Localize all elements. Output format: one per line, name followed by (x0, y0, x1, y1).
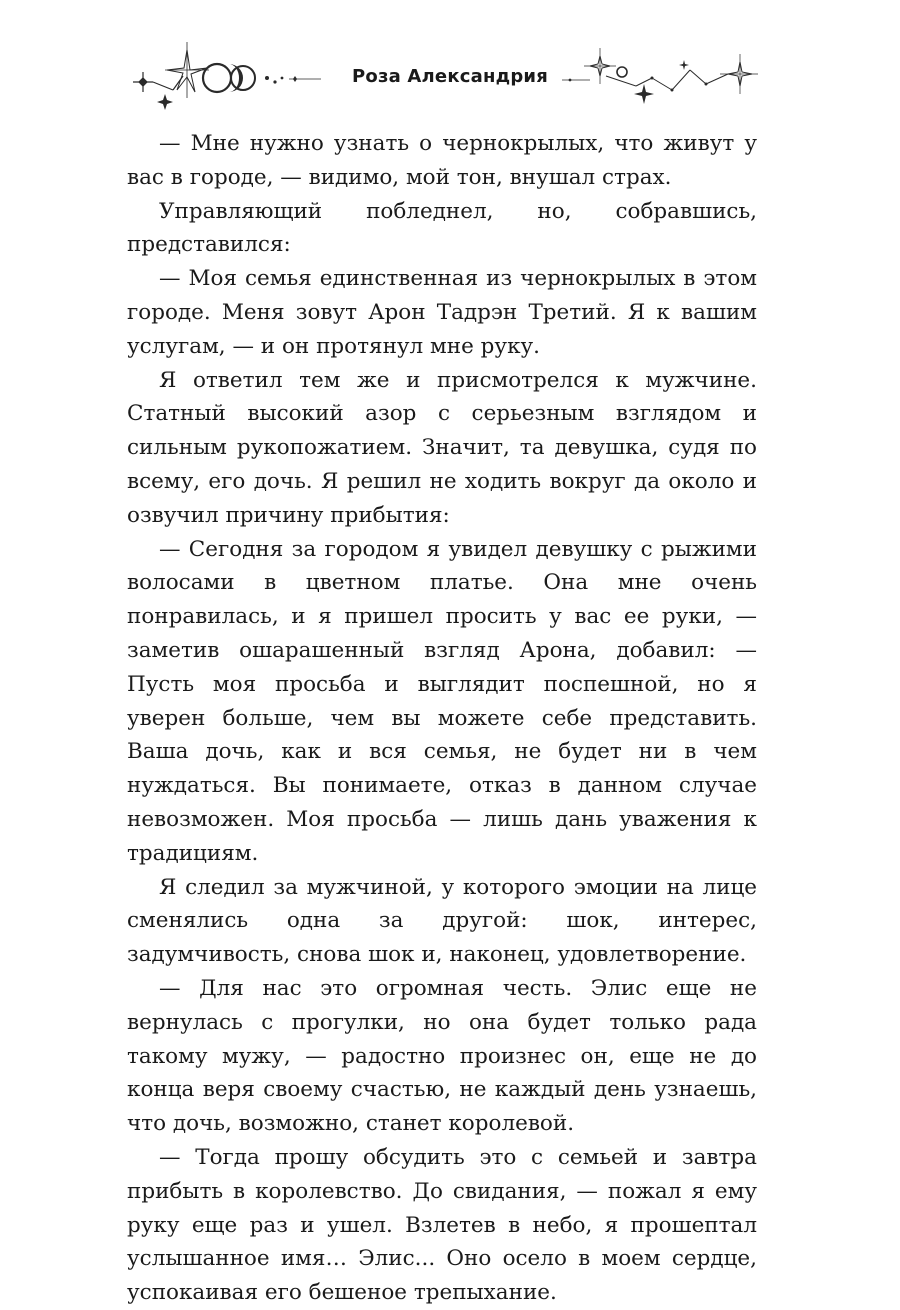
stars-constellation-ornament-icon (560, 40, 760, 110)
paragraph: Управляющий побледнел, но, собравшись, представился: (127, 198, 757, 258)
page-header (0, 0, 900, 130)
paragraph: — Мне нужно узнать о чернокрылых, что живут у вас в городе, — видимо, мой тон, внушал страх. (127, 131, 757, 190)
paragraph: Я следил за мужчиной, у которого эмоции на лице сменялись одна за другой: шок, интерес, задумчивость, снова шок и, наконец, удовлетворение. (127, 874, 757, 968)
stars-and-moons-ornament-icon (125, 40, 325, 110)
paragraph: — Тогда прошу обсудить это с семьей и завтра прибыть в королевство. До свидания, — пожал я ему руку еще раз и ушел. Взлетев в небо, я прошептал услышанное имя… Элис... Оно осело в моем сердце, успокаивая его бешеное трепыхание. (127, 1144, 757, 1306)
running-title: Роза Александрия (351, 66, 548, 87)
paragraph: Я ответил тем же и присмотрелся к мужчине. Статный высокий азор с серьезным взглядом и сильным рукопожатием. Значит, та девушка, судя по всему, его дочь. Я решил не ходить вокруг да около и озвучил причину прибытия: (127, 367, 757, 528)
paragraph: — Сегодня за городом я увидел девушку с рыжими волосами в цветном платье. Она мне очень понравилась, и я пришел просить у вас ее руки, — заметив ошарашенный взгляд Арона, добавил: — Пусть моя просьба и выглядит поспешной, но я уверен больше, чем вы можете себе представить. Ваша дочь, как и вся семья, не будет ни в чем нуждаться. Вы понимаете, отказ в данном случае невозможен. Моя просьба — лишь дань уважения к традициям. (127, 536, 757, 866)
paragraph: — Моя семья единственная из чернокрылых в этом городе. Меня зовут Арон Тадрэн Третий. Я к вашим услугам, — и он протянул мне руку. (127, 266, 757, 359)
paragraph: — Для нас это огромная честь. Элис еще не вернулась с прогулки, но она будет только рада такому мужу, — радостно произнес он, еще не до конца веря своему счастью, не каждый день узнаешь, что дочь, возможно, станет королевой. (127, 975, 757, 1137)
chapter-body (127, 127, 757, 1310)
